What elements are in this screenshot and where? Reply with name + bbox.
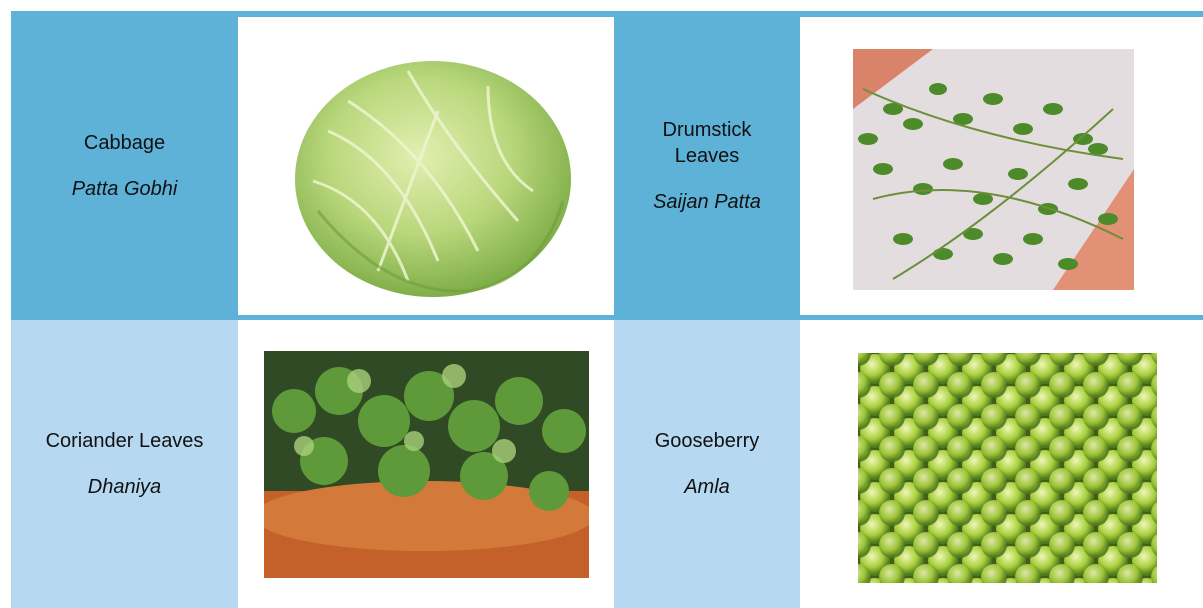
- drumstick-leaves-photo: [853, 49, 1134, 290]
- drumstick-leaves-label-cell: [614, 17, 800, 315]
- gooseberry-english-name: Gooseberry: [654, 430, 760, 452]
- cabbage-hindi-name: Patta Gobhi: [71, 178, 178, 200]
- coriander-leaves-hindi-name: Dhaniya: [87, 476, 162, 498]
- drumstick-leaves-english-name: Drumstick Leaves: [662, 119, 752, 167]
- drumstick-leaves-hindi-name: Saijan Patta: [653, 191, 761, 213]
- gooseberry-photo: [858, 353, 1157, 583]
- coriander-leaves-label-cell: [11, 320, 238, 608]
- coriander-leaves-photo: [264, 351, 589, 578]
- coriander-leaves-english-name: Coriander Leaves: [45, 430, 204, 452]
- gooseberry-hindi-name: Amla: [684, 476, 730, 498]
- vegetable-table: [11, 11, 1203, 608]
- cabbage-label-cell: [11, 17, 238, 315]
- cabbage-english-name: Cabbage: [83, 132, 166, 154]
- cabbage-photo: [288, 51, 578, 301]
- gooseberry-label-cell: [614, 320, 800, 608]
